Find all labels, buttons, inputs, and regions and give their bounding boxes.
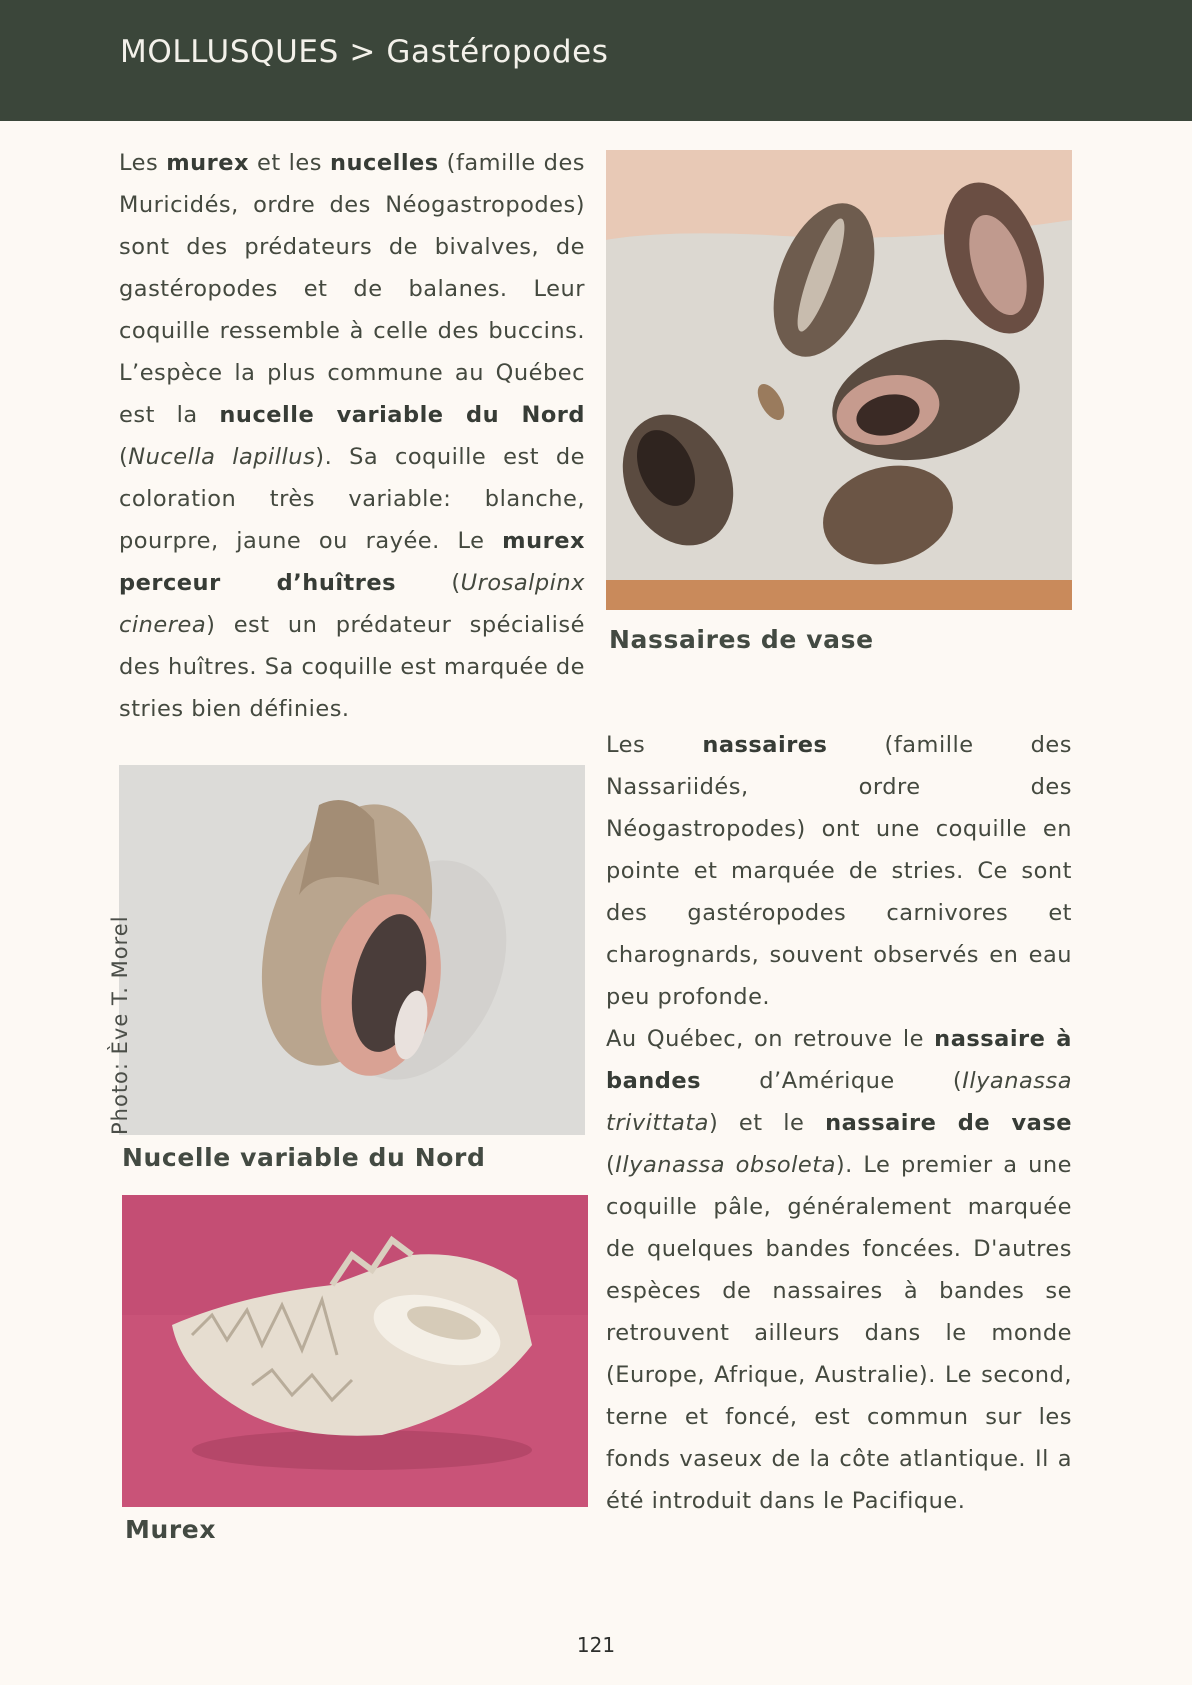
quebec-paragraph: Au Québec, on retrouve le nassaire à bandes d’Amérique (Ilyanassa trivittata) et le nassaire de vase (Ilyanassa obsoleta). Le premier a une coquille pâle, généralement marquée de quelques bandes foncées. D'autres espèces de nassaires à bandes se retrouvent ailleurs dans le monde (Europe, Afrique, Australie). Le second, terne et foncé, est commun sur les fonds vaseux de la côte atlantique. Il a été introduit dans le Pacifique. (606, 1026, 1072, 1514)
latin-obsoleta: Ilyanassa obsoleta (615, 1152, 836, 1178)
page-number: 121 (576, 1633, 616, 1657)
nassaires-paragraph: Les nassaires (famille des Nassariidés, ordre des Néogastropodes) ont une coquille en pointe et marquée de stries. Ce sont des gastéropodes carnivores et charognards, souvent observés en eau peu profonde. (606, 732, 1073, 1010)
latin-trivittata: Ilyanassa trivittata (606, 1068, 1072, 1136)
latin-urosalpinx: Urosalpinx cinerea (119, 570, 585, 638)
photo-credit: Photo: Ève T. Morel (108, 915, 132, 1135)
breadcrumb-title: MOLLUSQUES > Gastéropodes (120, 34, 609, 70)
photo-murex (122, 1195, 588, 1507)
term-murex-perceur: murex perceur d’huîtres (119, 528, 585, 596)
caption-nucelle: Nucelle variable du Nord (122, 1143, 486, 1172)
term-nassaire-a-bandes: nassaire à bandes (606, 1026, 1072, 1094)
photo-nassaires-de-vase (606, 150, 1072, 610)
latin-nucella: Nucella lapillus (128, 444, 316, 470)
term-nucelle-variable: nucelle variable du Nord (219, 402, 586, 428)
photo-nucelle-variable (119, 765, 585, 1135)
caption-nassaires: Nassaires de vase (609, 625, 874, 654)
term-nassaire-de-vase: nassaire de vase (825, 1110, 1072, 1136)
intro-paragraph: Les murex et les nucelles (famille des Muricidés, ordre des Néogastropodes) sont des prédateurs de bivalves, de gastéropodes et de balanes. Leur coquille ressemble à celle des buccins. L’espèce la plus commune au Québec est la nucelle variable du Nord (Nucella lapillus). Sa coquille est de coloration très variable: blanche, pourpre, jaune ou rayée. Le murex perceur d’huîtres (Urosalpinx cinerea) est un prédateur spécialisé des huîtres. Sa coquille est marquée de stries bien définies. (119, 150, 586, 722)
caption-murex: Murex (125, 1515, 217, 1544)
term-nucelles: nucelles (329, 150, 439, 176)
term-murex: murex (166, 150, 250, 176)
page-header (0, 0, 1192, 121)
term-nassaires: nassaires (702, 732, 828, 758)
